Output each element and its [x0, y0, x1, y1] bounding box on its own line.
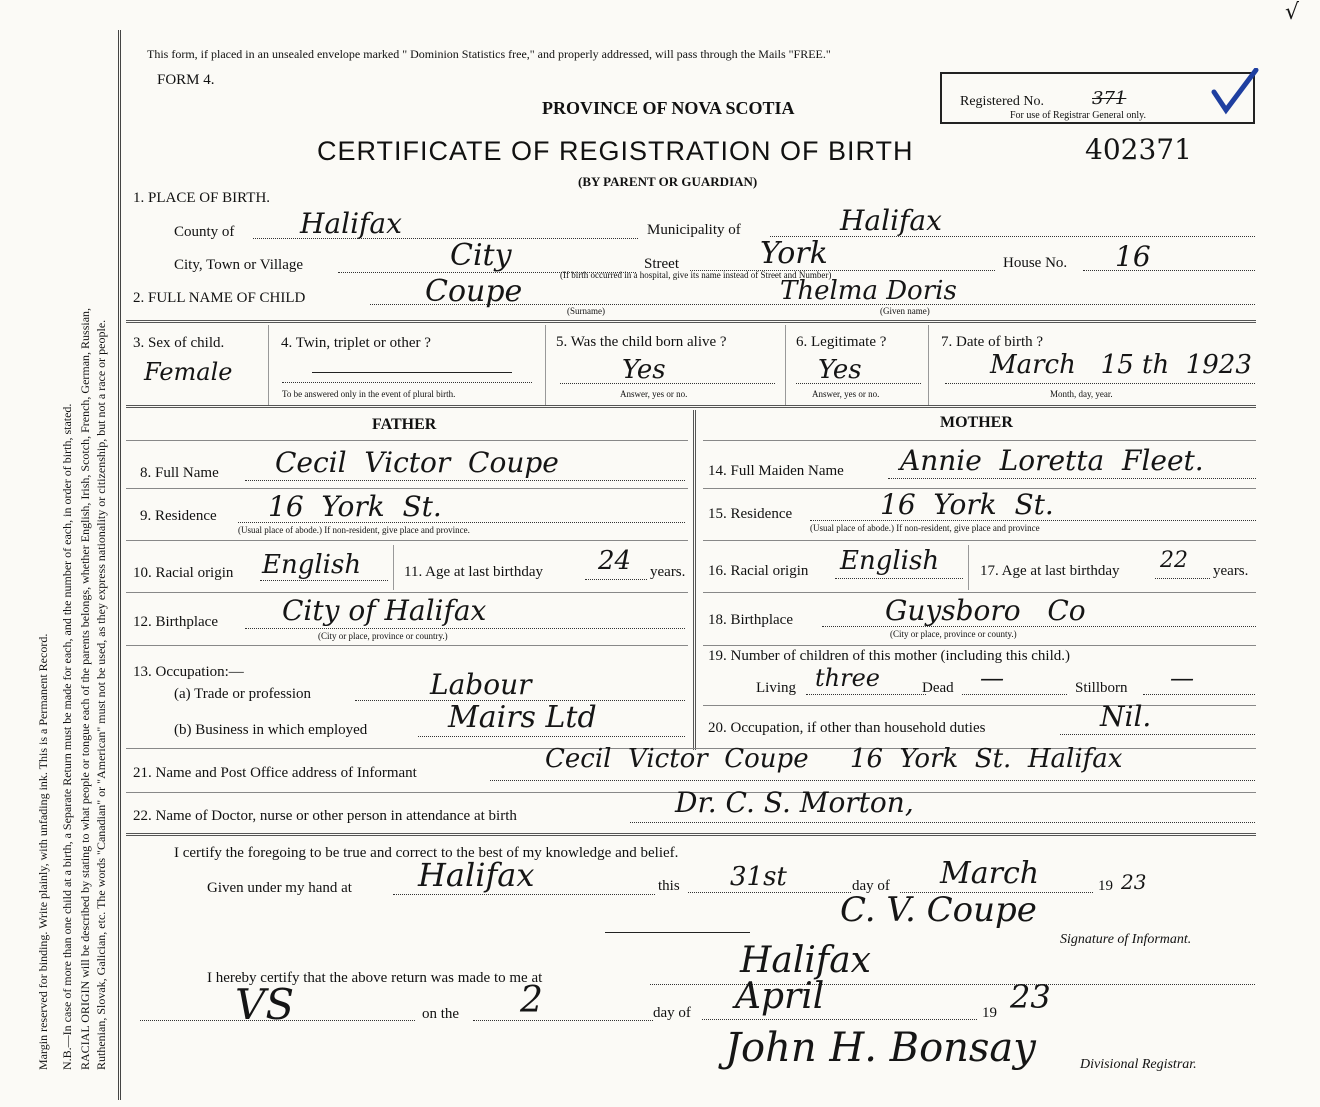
certificate-subtitle: (BY PARENT OR GUARDIAN) — [578, 174, 758, 189]
business-label: (b) Business in which employed — [174, 722, 368, 738]
corner-check-mark: √ — [1285, 0, 1300, 25]
mother-residence-label: 15. Residence — [708, 506, 793, 522]
dead-label: Dead — [922, 680, 954, 696]
trade-label: (a) Trade or profession — [174, 686, 312, 702]
twin-note: To be answered only in the event of plural birth. — [282, 389, 456, 399]
year-value: 23 — [1121, 870, 1147, 894]
province-heading: PROVINCE OF NOVA SCOTIA — [542, 98, 795, 118]
informant-value: Cecil Victor Coupe 16 York St. Halifax — [545, 744, 1123, 774]
municipality-label: Municipality of — [647, 222, 741, 238]
mother-residence-note: (Usual place of abode.) If non-resident, give place and province — [810, 523, 1040, 533]
registrar-use-note: For use of Registrar General only. — [1010, 110, 1146, 121]
dead-value: — — [980, 664, 1004, 692]
stillborn-value: — — [1170, 664, 1194, 692]
father-residence-label: 9. Residence — [140, 508, 217, 524]
registrar-label: Divisional Registrar. — [1080, 1057, 1197, 1072]
nb-note: N.B.—In case of more than one child at a birth, a Separate Return must be made for each, and the number of each, in order of birth, stated. — [60, 403, 74, 1070]
legitimate-label: 6. Legitimate ? — [796, 334, 887, 350]
father-race-label: 10. Racial origin — [133, 565, 234, 581]
father-birthplace-label: 12. Birthplace — [133, 614, 218, 630]
registered-number: 371 — [1092, 88, 1127, 109]
father-occupation-label: 13. Occupation:— — [133, 664, 244, 680]
twin-label: 4. Twin, triplet or other ? — [281, 335, 431, 351]
informant-signature: C. V. Coupe — [840, 890, 1037, 930]
binding-note: Margin reserved for binding. Write plainly, with unfading ink. This is a Permanent Record. — [36, 633, 50, 1070]
certify-statement: I certify the foregoing to be true and correct to the best of my knowledge and belief. — [174, 845, 679, 861]
house-number-value: 16 — [1115, 240, 1151, 273]
father-birthplace-value: City of Halifax — [282, 594, 487, 627]
doctor-label: 22. Name of Doctor, nurse or other person in attendance at birth — [133, 808, 517, 824]
dob-note: Month, day, year. — [1050, 389, 1113, 399]
registrar-signature: John H. Bonsay — [725, 1025, 1036, 1071]
father-heading: FATHER — [372, 416, 437, 433]
father-name-label: 8. Full Name — [140, 465, 219, 481]
mother-race-label: 16. Racial origin — [708, 563, 809, 579]
child-given-names: Thelma Doris — [780, 276, 957, 306]
mother-residence-value: 16 York St. — [880, 488, 1054, 521]
city-value: City — [450, 238, 512, 273]
given-under-label: Given under my hand at — [207, 880, 352, 896]
mother-occupation-label: 20. Occupation, if other than household duties — [708, 720, 986, 736]
surname-caption: (Surname) — [567, 306, 605, 316]
mother-race-value: English — [840, 546, 940, 576]
father-age-value: 24 — [598, 546, 632, 576]
registration-day-value: 2 — [520, 980, 543, 1021]
legitimate-value: Yes — [818, 355, 862, 385]
margin-border — [118, 30, 121, 1100]
mother-age-value: 22 — [1160, 548, 1188, 573]
mother-birthplace-value: Guysboro Co — [885, 594, 1086, 627]
child-name-label: 2. FULL NAME OF CHILD — [133, 290, 306, 306]
house-number-label: House No. — [1003, 255, 1068, 271]
living-label: Living — [756, 680, 796, 696]
informant-label: 21. Name and Post Office address of Informant — [133, 765, 417, 781]
mother-birthplace-note: (City or place, province or county.) — [890, 629, 1017, 639]
certificate-title: CERTIFICATE OF REGISTRATION OF BIRTH — [317, 136, 914, 166]
registered-label: Registered No. — [960, 94, 1044, 109]
father-age-label: 11. Age at last birthday — [404, 564, 543, 580]
born-alive-value: Yes — [622, 355, 666, 385]
on-the-label: on the — [422, 1006, 460, 1022]
hospital-note: (If birth occurred in a hospital, give its name instead of Street and Number) — [560, 270, 832, 280]
signature-label: Signature of Informant. — [1060, 932, 1192, 947]
racial-origin-note-2: Ruthenian, Slovak, Galician, etc. The words "Canadian" or "American" must not be used, as they express nationality or citizenship, but not a race or people. — [94, 319, 108, 1070]
mother-age-label: 17. Age at last birthday — [980, 563, 1120, 579]
born-alive-label: 5. Was the child born alive ? — [556, 334, 727, 350]
father-race-value: English — [262, 550, 362, 580]
racial-origin-note-1: RACIAL ORIGIN will be described by stating to what people or tongue each of the parents belongs, whether English, Irish, Scotch, French, German, Russian, — [78, 307, 92, 1070]
father-residence-value: 16 York St. — [268, 490, 442, 523]
registration-year-prefix: 19 — [982, 1005, 997, 1021]
registrar-place-value: Halifax — [740, 940, 871, 981]
mother-name-value: Annie Loretta Fleet. — [900, 444, 1204, 477]
stillborn-label: Stillborn — [1075, 680, 1128, 696]
born-alive-note: Answer, yes or no. — [620, 389, 688, 399]
this-label: this — [658, 878, 680, 894]
business-value: Mairs Ltd — [448, 700, 597, 735]
registrar-initials: VS — [235, 980, 295, 1029]
street-label: Street — [644, 256, 679, 272]
binding-margin — [0, 0, 120, 1107]
mother-years-label: years. — [1213, 563, 1249, 579]
registration-year-value: 23 — [1010, 978, 1051, 1016]
trade-value: Labour — [430, 668, 532, 701]
father-years-label: years. — [650, 564, 686, 580]
mother-occupation-value: Nil. — [1100, 700, 1152, 733]
checkmark-icon — [1210, 68, 1260, 116]
given-place-value: Halifax — [418, 856, 535, 894]
place-of-birth-heading: 1. PLACE OF BIRTH. — [133, 190, 271, 206]
city-label: City, Town or Village — [174, 257, 304, 273]
mother-heading: MOTHER — [940, 414, 1013, 431]
registrar-statement: I hereby certify that the above return was made to me at — [207, 970, 543, 986]
registrar-box — [940, 72, 1255, 124]
dob-value: March 15 th 1923 — [990, 350, 1252, 380]
living-value: three — [815, 664, 880, 692]
month-value: March — [940, 856, 1040, 891]
registration-month-value: April — [735, 976, 825, 1017]
sex-value: Female — [144, 358, 233, 386]
given-name-caption: (Given name) — [880, 306, 930, 316]
father-name-value: Cecil Victor Coupe — [275, 446, 559, 479]
county-label: County of — [174, 224, 235, 240]
sex-label: 3. Sex of child. — [133, 335, 225, 351]
child-surname: Coupe — [425, 274, 523, 309]
postage-notice: This form, if placed in an unsealed envelope marked " Dominion Statistics free," and properly addressed, will pass through the Mails "FREE." — [147, 47, 831, 61]
father-residence-note: (Usual place of abode.) If non-resident, give place and province. — [238, 525, 470, 535]
day-value: 31st — [730, 862, 787, 892]
mother-name-label: 14. Full Maiden Name — [708, 463, 844, 479]
doctor-value: Dr. C. S. Morton, — [675, 786, 914, 819]
handwritten-reg-number: 402371 — [1085, 133, 1192, 166]
father-birthplace-note: (City or place, province or country.) — [318, 631, 448, 641]
mother-birthplace-label: 18. Birthplace — [708, 612, 793, 628]
dob-label: 7. Date of birth ? — [941, 334, 1044, 350]
day-of-label: day of — [852, 878, 890, 894]
children-count-label: 19. Number of children of this mother (including this child.) — [708, 648, 1071, 664]
registration-day-of-label: day of — [653, 1005, 691, 1021]
year-prefix: 19 — [1098, 878, 1113, 894]
street-value: York — [760, 236, 828, 271]
municipality-value: Halifax — [840, 204, 942, 237]
form-number: FORM 4. — [157, 72, 215, 88]
county-value: Halifax — [300, 207, 402, 240]
legitimate-note: Answer, yes or no. — [812, 389, 880, 399]
